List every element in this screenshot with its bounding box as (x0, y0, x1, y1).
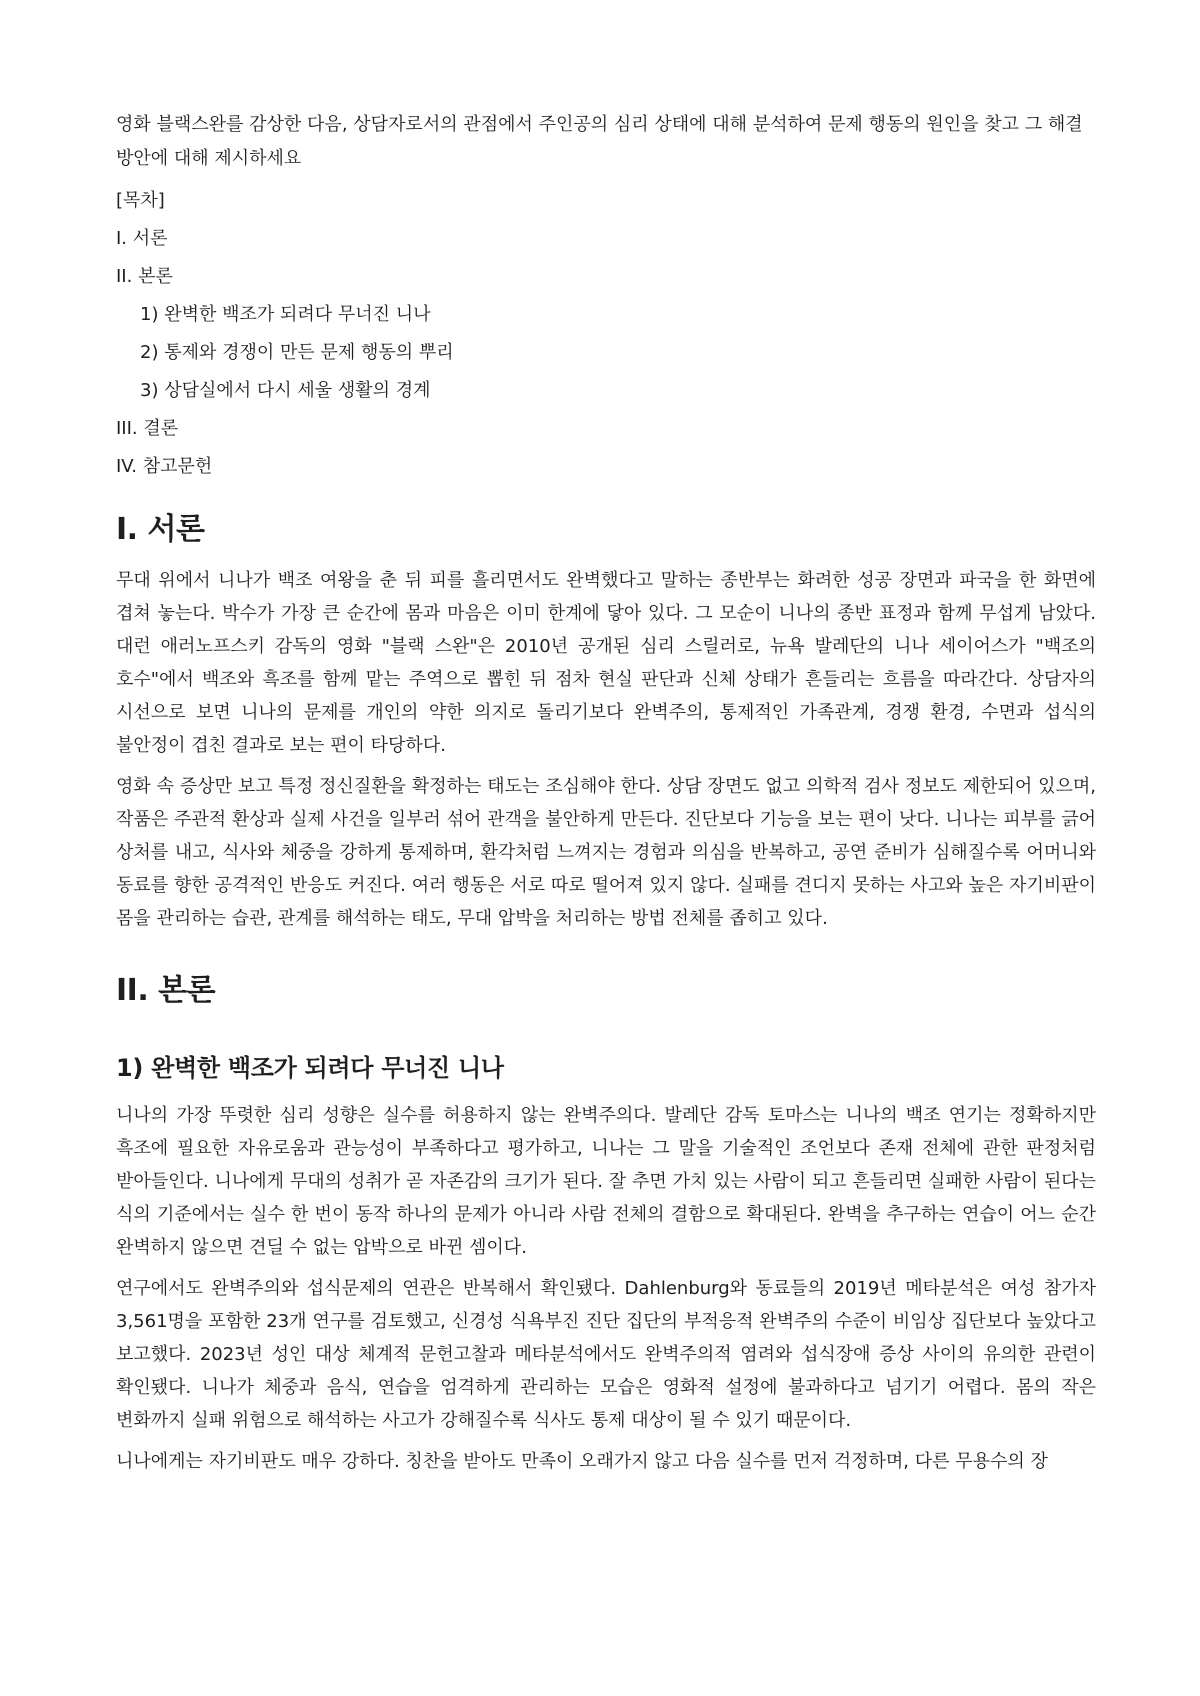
toc-item-body-2: 2) 통제와 경쟁이 만든 문제 행동의 뿌리 (140, 342, 454, 363)
toc-item-body-3: 3) 상담실에서 다시 세울 생활의 경계 (140, 380, 431, 401)
intro-paragraph-2: 영화 속 증상만 보고 특정 정신질환을 확정하는 태도는 조심해야 한다. 상담 장면도 없고 의학적 검사 정보도 제한되어 있으며, 작품은 주관적 환상과 실제 사건을 일부러 섞어 관객을 불안하게 만든다. 진단보다 기능을 보는 편이 낫다. 니나는 피부를 긁어 상처를 내고, 식사와 체중을 강하게 통제하며, 환각처럼 느껴지는 경험과 의심을 반복하고, 공연 준비가 심해질수록 어머니와 동료를 향한 공격적인 반응도 커진다. 여러 행동은 서로 따로 떨어져 있지 않다. 실패를 견디지 못하는 사고와 높은 자기비판이 몸을 관리하는 습관, 관계를 해석하는 태도, 무대 압박을 처리하는 방법 전체를 좁히고 있다. (116, 776, 1096, 929)
toc-item-references: IV. 참고문헌 (116, 456, 213, 477)
subsection-heading-1: 1) 완벽한 백조가 되려다 무너진 니나 (116, 1054, 504, 1082)
toc-item-body: II. 본론 (116, 266, 173, 287)
section-heading-intro: I. 서론 (116, 512, 205, 547)
intro-paragraph-1: 무대 위에서 니나가 백조 여왕을 춘 뒤 피를 흘리면서도 완벽했다고 말하는 종반부는 화려한 성공 장면과 파국을 한 화면에 겹쳐 놓는다. 박수가 가장 큰 순간에 몸과 마음은 이미 한계에 닿아 있다. 그 모순이 니나의 종반 표정과 함께 무섭게 남았다. 대런 애러노프스키 감독의 영화 "블랙 스완"은 2010년 공개된 심리 스릴러로, 뉴욕 발레단의 니나 세이어스가 "백조의 호수"에서 백조와 흑조를 함께 맡는 주역으로 뽑힌 뒤 점차 현실 판단과 신체 상태가 흔들리는 흐름을 따라간다. 상담자의 시선으로 보면 니나의 문제를 개인의 약한 의지로 돌리기보다 완벽주의, 통제적인 가족관계, 경쟁 환경, 수면과 섭식의 불안정이 겹친 결과로 보는 편이 타당하다. (116, 570, 1096, 756)
toc-item-body-1: 1) 완벽한 백조가 되려다 무너진 니나 (140, 304, 431, 325)
body-1-paragraph-3: 니나에게는 자기비판도 매우 강하다. 칭찬을 받아도 만족이 오래가지 않고 다음 실수를 먼저 걱정하며, 다른 무용수의 장 (116, 1451, 1048, 1472)
body-1-paragraph-1: 니나의 가장 뚜렷한 심리 성향은 실수를 허용하지 않는 완벽주의다. 발레단 감독 토마스는 니나의 백조 연기는 정확하지만 흑조에 필요한 자유로움과 관능성이 부족하다고 평가하고, 니나는 그 말을 기술적인 조언보다 존재 전체에 관한 판정처럼 받아들인다. 니나에게 무대의 성취가 곧 자존감의 크기가 된다. 잘 추면 가치 있는 사람이 되고 흔들리면 실패한 사람이 된다는 식의 기준에서는 실수 한 번이 동작 하나의 문제가 아니라 사람 전체의 결함으로 확대된다. 완벽을 추구하는 연습이 어느 순간 완벽하지 않으면 견딜 수 없는 압박으로 바뀐 셈이다. (116, 1105, 1096, 1258)
body-1-paragraph-2: 연구에서도 완벽주의와 섭식문제의 연관은 반복해서 확인됐다. Dahlenburg와 동료들의 2019년 메타분석은 여성 참가자 3,561명을 포함한 23개 연구를 검토했고, 신경성 식욕부진 진단 집단의 부적응적 완벽주의 수준이 비임상 집단보다 높았다고 보고했다. 2023년 성인 대상 체계적 문헌고찰과 메타분석에서도 완벽주의적 염려와 섭식장애 증상 사이의 유의한 관련이 확인됐다. 니나가 체중과 음식, 연습을 엄격하게 관리하는 모습은 영화적 설정에 불과하다고 넘기기 어렵다. 몸의 작은 변화까지 실패 위험으로 해석하는 사고가 강해질수록 식사도 통제 대상이 될 수 있기 때문이다. (116, 1278, 1096, 1431)
toc-item-intro: I. 서론 (116, 228, 168, 249)
assignment-prompt: 영화 블랙스완를 감상한 다음, 상담자로서의 관점에서 주인공의 심리 상태에 대해 분석하여 문제 행동의 원인을 찾고 그 해결 방안에 대해 제시하세요 (116, 114, 1083, 169)
toc-label: [목차] (116, 190, 165, 211)
table-of-contents (116, 188, 1096, 480)
section-heading-body: II. 본론 (116, 973, 216, 1008)
toc-item-conclusion: III. 결론 (116, 418, 179, 439)
